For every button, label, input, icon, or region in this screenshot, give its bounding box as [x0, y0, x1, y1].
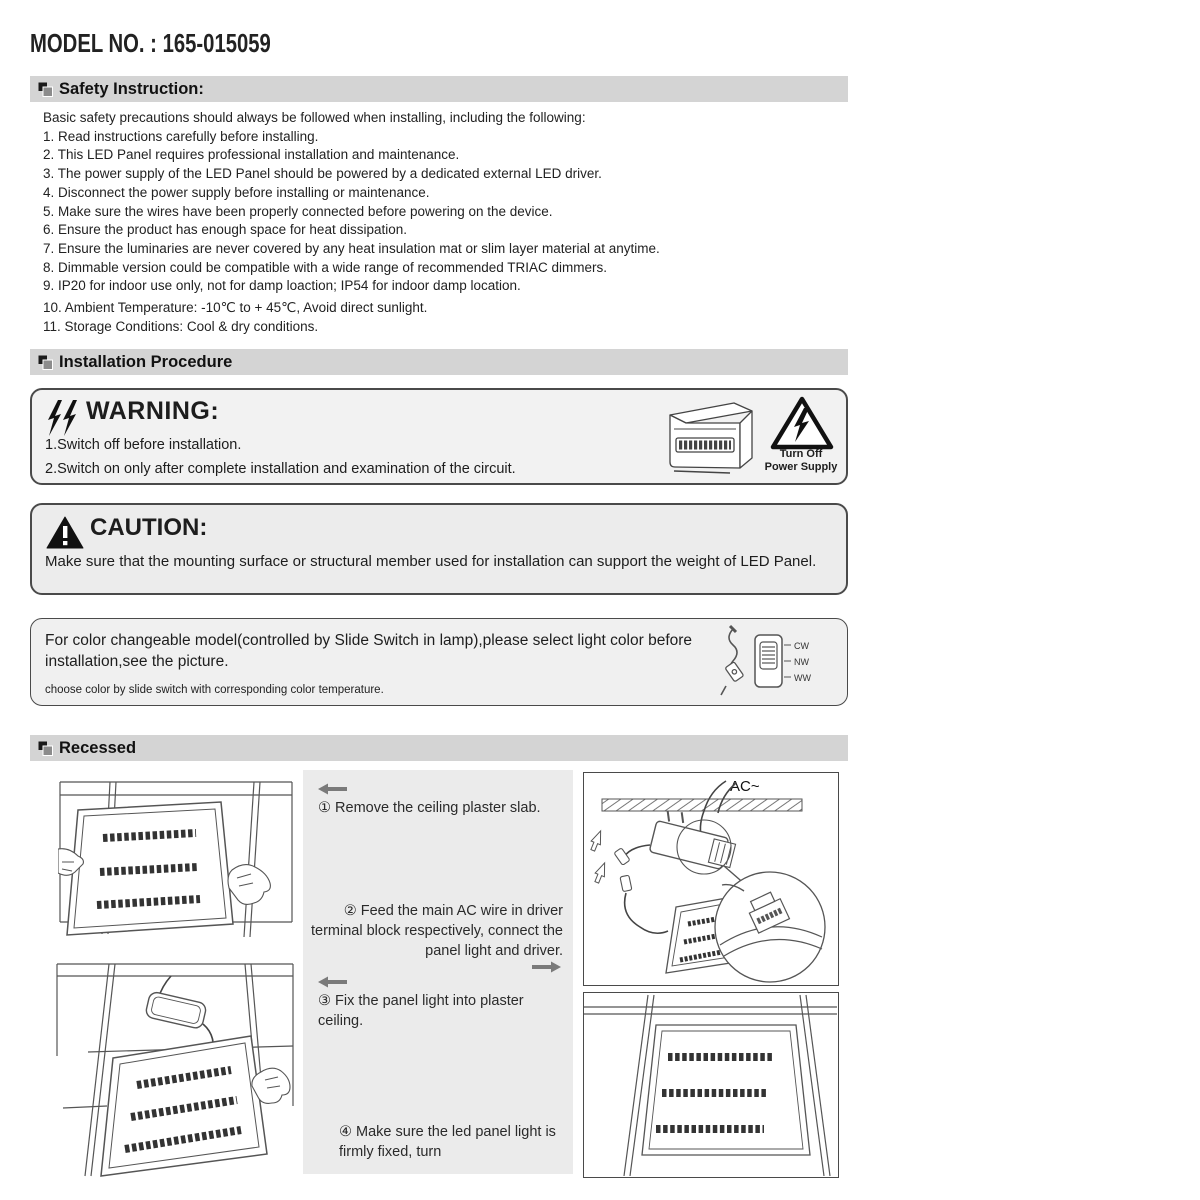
- diagram-installed: [584, 993, 837, 1176]
- slide-switch-icon: [699, 623, 839, 703]
- caution-text: Make sure that the mounting surface or structural member used for installation can support the weight of LED Panel.: [45, 553, 817, 570]
- step-3-text: ③ Fix the panel light into plaster ceiling.: [318, 993, 524, 1029]
- safety-item: 7. Ensure the luminaries are never covered by any heat insulation mat or slim layer material at anytime.: [43, 240, 660, 256]
- diagram-wiring: [584, 773, 837, 984]
- diagram-panel-into-grid: [58, 772, 294, 942]
- section-header-safety: [30, 76, 848, 102]
- switch-label-ww: WW: [794, 673, 811, 683]
- switch-label-cw: CW: [794, 641, 809, 651]
- safety-intro: Basic safety precautions should always be followed when installing, including the following:: [43, 110, 586, 125]
- warning-line: 2.Switch on only after complete installation and examination of the circuit.: [45, 460, 516, 477]
- warning-box: [30, 388, 848, 485]
- safety-item: 2. This LED Panel requires professional installation and maintenance.: [43, 147, 460, 163]
- installation-steps-panel: [303, 770, 573, 1174]
- arrow-left-icon: [318, 783, 348, 795]
- diagram-installed-frame: [583, 992, 839, 1178]
- arrow-left-icon: [318, 976, 348, 988]
- switch-label-nw: NW: [794, 657, 809, 667]
- color-note-text: For color changeable model(controlled by Slide Switch in lamp),please select light color before installation,see the picture.: [45, 632, 693, 670]
- right-hand-icon: [228, 865, 270, 905]
- caution-title: CAUTION:: [90, 514, 208, 541]
- safety-item: 5. Make sure the wires have been properly connected before powering on the device.: [43, 203, 553, 219]
- color-select-note-box: [30, 618, 848, 706]
- color-note-subtext: choose color by slide switch with corresponding color temperature.: [45, 684, 384, 696]
- step-4-text: ④ Make sure the led panel light is firmly fixed, turn: [339, 1124, 556, 1160]
- diagram-wiring-frame: [583, 772, 839, 986]
- lightning-bolt-icon: [46, 399, 82, 437]
- section-title-installation: Installation Procedure: [59, 352, 233, 371]
- warning-icon-caption: Turn Off Power Supply: [764, 448, 838, 473]
- arrow-right-icon: [531, 961, 561, 973]
- page-title: MODEL NO. : 165-015059: [30, 28, 271, 58]
- section-header-recessed: [30, 735, 848, 761]
- section-title-recessed: Recessed: [59, 738, 137, 757]
- warning-line: 1.Switch off before installation.: [45, 437, 242, 453]
- safety-item: 3. The power supply of the LED Panel should be powered by a dedicated external LED driver.: [43, 166, 602, 182]
- section-squares-icon: [38, 741, 53, 756]
- section-squares-icon: [38, 355, 53, 370]
- caution-box: [30, 503, 848, 595]
- step-1-text: ① Remove the ceiling plaster slab.: [318, 800, 541, 816]
- safety-item: 11. Storage Conditions: Cool & dry conditions.: [43, 318, 319, 334]
- safety-item: 10. Ambient Temperature: -10℃ to + 45℃, Avoid direct sunlight.: [43, 300, 428, 316]
- ac-label: AC~: [730, 778, 760, 795]
- caution-triangle-icon: [46, 516, 84, 549]
- safety-item: 4. Disconnect the power supply before installing or maintenance.: [43, 184, 430, 200]
- section-squares-icon: [38, 82, 53, 97]
- plug-direction-arrows: [588, 829, 609, 884]
- section-header-installation: [30, 349, 848, 375]
- step-2-text: ② Feed the main AC wire in driver terminal block respectively, connect the panel light and driver.: [311, 903, 563, 959]
- breaker-panel-icon: [660, 398, 760, 476]
- safety-item: 1. Read instructions carefully before installing.: [43, 128, 319, 144]
- safety-item: 8. Dimmable version could be compatible with a wide range of recommended TRIAC dimmers.: [43, 259, 607, 275]
- diagram-panel-with-driver: [55, 956, 295, 1178]
- safety-instructions-list: [43, 109, 843, 336]
- safety-item: 6. Ensure the product has enough space for heat dissipation.: [43, 222, 407, 238]
- warning-lines: [45, 434, 516, 481]
- electric-warning-triangle-icon: [770, 396, 834, 450]
- warning-title: WARNING:: [86, 397, 220, 425]
- section-title-safety: Safety Instruction:: [59, 79, 204, 98]
- safety-item: 9. IP20 for indoor use only, not for damp loaction; IP54 for indoor damp location.: [43, 278, 521, 294]
